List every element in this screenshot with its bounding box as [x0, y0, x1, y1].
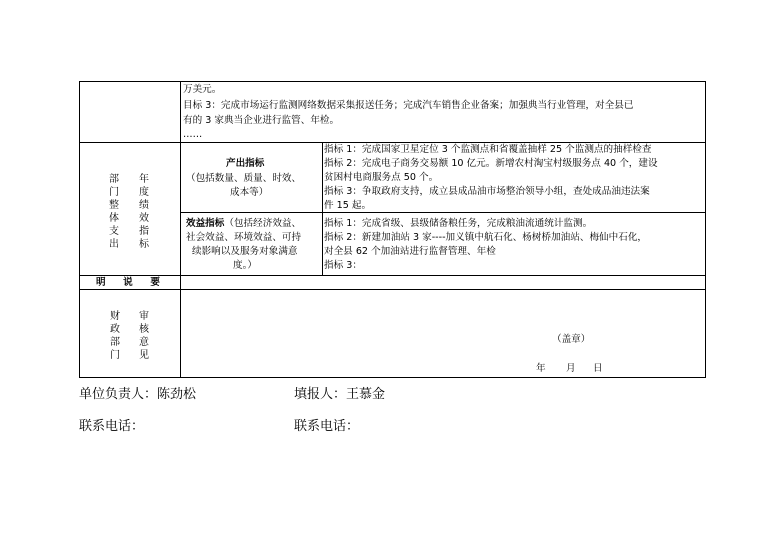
date-year: 年	[536, 363, 546, 374]
benefit-indicator-desc-2: 社会效益、环境效益、可持	[186, 232, 302, 243]
benefit-indicator-line: 指标 2：新建加油站 3 家----加义镇中航石化、杨树桥加油站、梅仙中石化，	[324, 232, 648, 243]
explain-row-label: 明 说 要	[96, 277, 164, 288]
top-cell-line-3: 有的 3 家典当企业进行监管、年检。	[183, 115, 340, 126]
dept-label-char: 出	[109, 239, 119, 250]
finance-label-char: 财	[110, 311, 120, 322]
output-indicator-desc-2: 成本等）	[230, 187, 269, 198]
finance-label-char: 核	[139, 324, 149, 335]
output-indicator-line: 指标 1：完成国家卫星定位 3 个监测点和省覆盖抽样 25 个监测点的抽样检查	[324, 144, 652, 155]
benefit-indicator-desc-4: 度。）	[233, 260, 257, 271]
row-separator-3	[79, 275, 706, 276]
finance-label-char: 见	[139, 350, 149, 361]
output-indicator-desc-1: （包括数量、质量、时效、	[186, 173, 302, 184]
finance-label-char: 部	[110, 337, 120, 348]
row-separator-4	[79, 289, 706, 290]
row-separator-2	[180, 212, 706, 213]
finance-label-char: 意	[139, 337, 149, 348]
col-separator-left	[180, 81, 181, 378]
benefit-indicator-line: 对全县 62 个加油站进行监督管理、年检	[324, 246, 496, 257]
date-month: 月	[566, 363, 576, 374]
dept-label-char: 效	[139, 213, 149, 224]
date-day: 日	[593, 363, 603, 374]
output-indicator-line: 指标 2：完成电子商务交易额 10 亿元。新增农村淘宝村级服务点 40 个，建设	[324, 158, 658, 169]
benefit-indicator-line: 指标 3：	[324, 260, 362, 271]
dept-label-char: 体	[109, 213, 119, 224]
dept-label-char: 门	[109, 187, 119, 198]
top-cell-line-4: ……	[183, 129, 203, 140]
finance-label-char: 门	[110, 350, 120, 361]
dept-label-char: 年	[139, 174, 149, 185]
table-border-bottom	[79, 377, 706, 378]
top-cell-line-1: 万美元。	[183, 84, 222, 95]
seal-placeholder: （盖章）	[552, 334, 591, 345]
dept-label-char: 指	[139, 226, 149, 237]
benefit-indicator-desc-1-text: （包括经济效益、	[224, 218, 302, 229]
dept-label-char: 支	[109, 226, 119, 237]
output-indicator-line: 指标 3：争取政府支持，成立县成品油市场整治领导小组，查处成品油违法案	[324, 186, 650, 197]
finance-label-char: 政	[110, 324, 120, 335]
phone-1: 联系电话：	[79, 419, 145, 434]
dept-label-char: 绩	[139, 200, 149, 211]
benefit-indicator-line: 指标 1：完成省级、县级储备粮任务，完成粮油流通统计监测。	[324, 218, 593, 229]
benefit-indicator-desc-3: 续影响以及服务对象满意	[192, 246, 298, 257]
output-indicator-line: 件 15 起。	[324, 200, 372, 211]
filler: 填报人：王慕金	[294, 387, 386, 402]
dept-label-char: 标	[139, 239, 149, 250]
table-border-right	[705, 81, 706, 378]
dept-label-char: 度	[139, 187, 149, 198]
dept-label-char: 整	[109, 200, 119, 211]
benefit-indicator-title: 效益指标	[186, 218, 225, 229]
output-indicator-line: 贫困村电商服务点 50 个。	[324, 172, 439, 183]
phone-2: 联系电话：	[294, 419, 360, 434]
output-indicator-title: 产出指标	[226, 158, 265, 169]
dept-label-char: 部	[109, 174, 119, 185]
benefit-indicator-desc-1	[186, 217, 301, 230]
unit-head: 单位负责人：陈劲松	[79, 387, 197, 402]
top-cell-line-2: 目标 3：完成市场运行监测网络数据采集报送任务；完成汽车销售企业备案；加强典当行业管理，对全县已	[183, 100, 634, 111]
finance-label-char: 审	[139, 311, 149, 322]
table-border-top	[79, 81, 706, 82]
col-separator-mid	[322, 142, 323, 276]
table-border-left	[79, 81, 80, 378]
